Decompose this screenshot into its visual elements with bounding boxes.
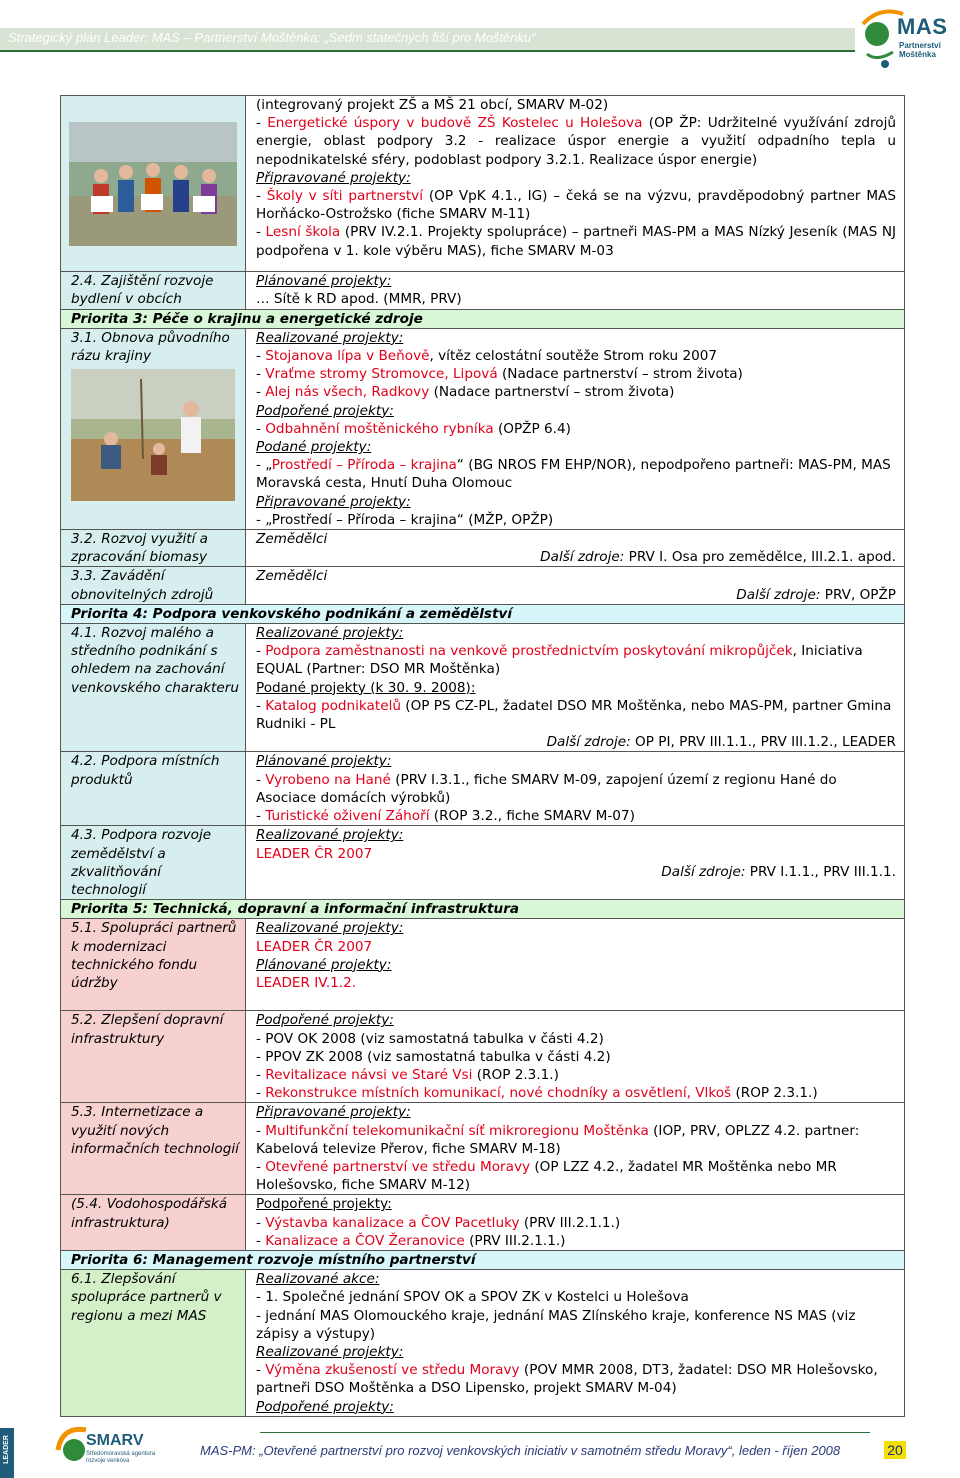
measure-label: 5.3. Internetizace a využití nových informačních technologií <box>61 1103 246 1195</box>
dash: - <box>256 420 266 437</box>
dash: - <box>256 224 266 241</box>
project-detail: (PRV IV.2.1. Projekty spolupráce) – partneři MAS-PM a MAS Nízký Jeseník (MAS NJ podpořena v 1. kole výběru MAS), fiche SMARV M-03 <box>256 224 897 259</box>
dash: - <box>256 697 266 714</box>
text-line <box>256 1066 896 1084</box>
project-link[interactable]: Prostředí – Příroda – krajina <box>271 457 457 474</box>
text-line <box>256 642 896 678</box>
text-line: Zemědělci <box>256 531 328 548</box>
project-link[interactable]: LEADER ČR 2007 <box>256 845 373 862</box>
dash: - <box>256 808 266 825</box>
text-line <box>256 1084 896 1102</box>
project-link[interactable]: Vyrobeno na Hané <box>265 771 391 788</box>
row-content <box>246 752 905 826</box>
spacer <box>256 992 896 1010</box>
project-link[interactable]: Rekonstrukce místních komunikací, nové chodníky a osvětlení, Vlkoš <box>265 1085 732 1102</box>
row-content <box>246 96 905 272</box>
project-link[interactable]: Vraťme stromy Stromovce, Lipová <box>265 366 498 383</box>
project-link[interactable]: LEADER IV.1.2. <box>256 974 357 991</box>
measure-label: 3.2. Rozvoj využití a zpracování biomasy <box>61 530 246 567</box>
section-label: Podpořené projekty: <box>256 1012 394 1029</box>
text-line <box>256 1158 896 1194</box>
footer-divider <box>260 1432 870 1433</box>
project-detail: (OP LZZ 4.2., žadatel MR Moštěnka nebo MR Holešovsko, fiche SMARV M-12) <box>256 1158 837 1194</box>
project-detail: , Iniciativa EQUAL (Partner: DSO MR Moštěnka) <box>256 643 863 678</box>
row-content <box>246 530 905 567</box>
text-line <box>256 365 896 383</box>
section-label: Podané projekty: <box>256 439 372 456</box>
dash: - „ <box>256 457 272 474</box>
project-link[interactable]: Turistické oživení Záhoří <box>265 808 430 825</box>
section-label: Realizované projekty: <box>256 827 404 844</box>
text-line: - „Prostředí – Příroda – krajina“ (MŽP, OPŽP) <box>256 511 554 528</box>
project-detail: (Nadace partnerství – strom života) <box>429 384 675 401</box>
section-label: Plánované projekty: <box>256 753 392 770</box>
measure-label: (5.4. Vodohospodářská infrastruktura) <box>61 1195 246 1251</box>
project-link[interactable]: Lesní škola <box>265 224 341 241</box>
other-sources-value: PRV I.1.1., PRV III.1.1. <box>745 863 896 880</box>
project-detail: (IOP, PRV, OPLZZ 4.2. partner: Kabelová televize Přerov, fiche SMARV M-18) <box>256 1122 860 1157</box>
dash: - <box>256 384 266 401</box>
other-sources-label: Další zdroje: <box>736 586 821 603</box>
project-link[interactable]: Školy v síti partnerství <box>266 188 424 205</box>
dash: - <box>256 1214 266 1231</box>
dash: - <box>256 643 266 660</box>
smarv-logo-sub: Středomoravská agentura rozvoje venkova <box>86 1451 156 1464</box>
project-detail: (PRV III.2.1.1.) <box>464 1232 566 1249</box>
text-line <box>256 771 896 807</box>
text-line <box>256 187 896 223</box>
measure-cell <box>61 328 246 529</box>
text-line <box>256 223 896 259</box>
project-link[interactable]: Odbahnění moštěnického rybníka <box>265 420 494 437</box>
project-link[interactable]: Výměna zkušeností ve středu Moravy <box>265 1362 520 1379</box>
section-label: Plánované projekty: <box>256 273 392 290</box>
project-link[interactable]: Výstavba kanalizace a ČOV Pacetluky <box>265 1214 520 1231</box>
row-content <box>246 567 905 604</box>
section-label: Podpořené projekty: <box>256 1398 394 1415</box>
other-sources-value: PRV I. Osa pro zemědělce, III.2.1. apod. <box>624 549 896 566</box>
photo-cell-children <box>61 96 246 272</box>
leader-logo <box>0 1428 14 1478</box>
measure-label: 6.1. Zlepšování spolupráce partnerů v regionu a mezi MAS <box>61 1270 246 1417</box>
section-label: Podpořené projekty: <box>256 1196 392 1213</box>
section-label: Plánované projekty: <box>256 956 392 973</box>
other-sources-value: PRV, OPŽP <box>820 586 896 603</box>
priority-row <box>61 1250 905 1269</box>
project-link[interactable]: Kanalizace a ČOV Žeranovice <box>265 1232 465 1249</box>
row-content <box>246 919 905 1011</box>
section-label: Realizované projekty: <box>256 920 404 937</box>
header-divider <box>0 50 855 52</box>
measure-label: 4.3. Podpora rozvoje zemědělství a zkvalitňování technologií <box>61 826 246 900</box>
project-link[interactable]: Alej nás všech, Radkovy <box>265 384 430 401</box>
text-line <box>256 114 896 169</box>
table-row <box>61 272 905 309</box>
text-line: … Sítě k RD apod. (MMR, PRV) <box>256 291 462 308</box>
priority-row <box>61 604 905 623</box>
header-bar <box>0 28 855 50</box>
table-row <box>61 567 905 604</box>
dash: - <box>256 1232 266 1249</box>
measure-label: 5.2. Zlepšení dopravní infrastruktury <box>61 1011 246 1103</box>
dash: - <box>256 1158 266 1175</box>
section-label: Realizované projekty: <box>256 1343 404 1360</box>
project-detail: (OP PS CZ-PL, žadatel DSO MR Moštěnka, nebo MAS-PM, partner Gmina Rudniki - PL <box>256 697 892 733</box>
priority-title: Priorita 3: Péče o krajinu a energetické zdroje <box>61 309 905 328</box>
project-link[interactable]: LEADER ČR 2007 <box>256 938 373 955</box>
other-sources-label: Další zdroje: <box>661 863 746 880</box>
table-row <box>61 530 905 567</box>
other-sources-label: Další zdroje: <box>546 734 631 751</box>
priority-title: Priorita 4: Podpora venkovského podnikání a zemědělství <box>61 604 905 623</box>
other-sources-label: Další zdroje: <box>540 549 625 566</box>
project-detail: (OPŽP 6.4) <box>493 420 571 437</box>
page-number: 20 <box>884 1441 906 1459</box>
section-label: Podané projekty (k 30. 9. 2008): <box>256 679 476 696</box>
dash: - <box>256 1362 266 1379</box>
measure-label: 4.2. Podpora místních produktů <box>61 752 246 826</box>
text-line <box>256 456 896 492</box>
text-line <box>256 1361 896 1397</box>
row-content <box>246 1270 905 1417</box>
text-line <box>256 347 896 365</box>
project-link[interactable]: Podpora zaměstnanosti na venkově prostřednictvím poskytování mikropůjček <box>265 643 793 660</box>
other-sources-value: OP PI, PRV III.1.1., PRV III.1.2., LEADER <box>630 734 896 751</box>
section-label: Připravované projekty: <box>256 493 411 510</box>
priority-title: Priorita 5: Technická, dopravní a informační infrastruktura <box>61 900 905 919</box>
dash: - <box>256 115 268 132</box>
project-detail: (ROP 2.3.1.) <box>472 1066 559 1083</box>
section-label: Připravované projekty: <box>256 1104 411 1121</box>
row-content <box>246 1103 905 1195</box>
other-sources <box>256 586 896 604</box>
photo-children <box>61 96 245 266</box>
text-line <box>256 1232 896 1250</box>
section-label: Připravované projekty: <box>256 169 411 186</box>
row-content <box>246 624 905 752</box>
logo-sub-2: Moštěnka <box>899 50 936 59</box>
dash: - <box>256 1085 266 1102</box>
project-link[interactable]: Revitalizace návsi ve Staré Vsi <box>265 1066 473 1083</box>
text-line: - 1. Společné jednání SPOV OK a SPOV ZK v Kostelci u Holešova <box>256 1289 689 1306</box>
table-row <box>61 919 905 1011</box>
project-detail: (ROP 2.3.1.) <box>731 1085 818 1102</box>
priority-title: Priorita 6: Management rozvoje místního partnerství <box>61 1250 905 1269</box>
mas-logo <box>855 4 959 72</box>
table-row <box>61 328 905 529</box>
smarv-logo <box>52 1420 172 1470</box>
project-detail: , vítěz celostátní soutěže Strom roku 2007 <box>429 348 718 365</box>
measure-label: 5.1. Spolupráci partnerů k modernizaci technického fondu údržby <box>61 919 246 1011</box>
row-content <box>246 1195 905 1251</box>
logo-name: MAS <box>897 14 948 39</box>
logo-sub-1: Partnerství <box>899 41 941 50</box>
project-link[interactable]: Multifunkční telekomunikační síť mikroregionu Moštěnka <box>265 1122 649 1139</box>
text-line: Zemědělci <box>256 568 328 585</box>
table-row <box>61 1195 905 1251</box>
table-row <box>61 624 905 752</box>
project-detail: (OP ŽP: Udržitelné využívání zdrojů energie, oblast podpory 3.2 - realizace úspor energie a využití odpadního tepla u nepodnikatelské sféry, podoblast podpory 3.2.1. Realizace úspor energie) <box>256 115 896 168</box>
other-sources <box>256 733 896 751</box>
project-link[interactable]: Energetické úspory v budově ZŠ Kostelec u Holešova <box>267 115 643 132</box>
text-line <box>256 383 896 401</box>
other-sources <box>256 548 896 566</box>
table-row <box>61 752 905 826</box>
table-row <box>61 1011 905 1103</box>
logo-subtitle <box>899 41 941 59</box>
table-row <box>61 96 905 272</box>
project-link[interactable]: Katalog podnikatelů <box>265 697 401 714</box>
text-line <box>256 1214 896 1232</box>
text-line: - jednání MAS Olomouckého kraje, jednání MAS Zlínského kraje, konference NS MAS (viz zápisy a výstupy) <box>256 1307 856 1342</box>
strategy-table <box>60 95 904 1417</box>
footer-text: MAS-PM: „Otevřené partnerství pro rozvoj venkovských iniciativ v samotném středu Moravy“, leden - říjen 2008 <box>200 1443 841 1458</box>
project-link[interactable]: Stojanova lípa v Beňově <box>265 348 430 365</box>
project-detail: “ (BG NROS FM EHP/NOR), nepodpořeno partneři: MAS-PM, MAS Moravská cesta, Hnutí Duha Olomouc <box>256 457 891 492</box>
text-line <box>256 1122 896 1158</box>
table-row <box>61 1103 905 1195</box>
table-row <box>61 1270 905 1417</box>
measure-label: 4.1. Rozvoj malého a středního podnikání s ohledem na zachování venkovského charakteru <box>61 624 246 752</box>
priority-row <box>61 309 905 328</box>
row-content <box>246 826 905 900</box>
section-label: Realizované projekty: <box>256 625 404 642</box>
priority-row <box>61 900 905 919</box>
section-label: Realizované projekty: <box>256 329 404 346</box>
photo-tree-planting <box>71 369 235 501</box>
section-label: Podpořené projekty: <box>256 402 394 419</box>
dash: - <box>256 348 266 365</box>
dash: - <box>256 771 266 788</box>
project-detail: (Nadace partnerství – strom života) <box>497 366 743 383</box>
text-line: - POV OK 2008 (viz samostatná tabulka v části 4.2) <box>256 1030 604 1047</box>
measure-label: 2.4. Zajištění rozvoje bydlení v obcích <box>61 272 246 309</box>
row-content <box>246 272 905 309</box>
other-sources <box>256 863 896 881</box>
text-line: - PPOV ZK 2008 (viz samostatná tabulka v části 4.2) <box>256 1048 611 1065</box>
dash: - <box>256 188 267 205</box>
project-detail: (POV MMR 2008, DT3, žadatel: DSO MR Holešovsko, partneři DSO Moštěnka a DSO Lipensko, projekt SMARV M-04) <box>256 1362 878 1397</box>
leader-logo-text: LEADER <box>2 1435 10 1464</box>
row-content <box>246 1011 905 1103</box>
text-line <box>256 807 896 825</box>
row-content <box>246 328 905 529</box>
dash: - <box>256 1066 266 1083</box>
header-title: Strategický plán Leader: MAS – Partnerství Moštěnka: „Sedm statečných fiší pro Moštěnku“ <box>8 30 536 45</box>
text-line <box>256 420 896 438</box>
text-line <box>256 697 896 733</box>
dash: - <box>256 366 266 383</box>
dash: - <box>256 1122 266 1139</box>
section-label: Realizované akce: <box>256 1271 380 1288</box>
project-detail: (OP VpK 4.1., IG) – čeká se na výzvu, pravděpodobný partner MAS Horňácko-Ostrožsko (fiche SMARV M-11) <box>256 188 896 223</box>
project-detail: (ROP 3.2., fiche SMARV M-07) <box>429 808 635 825</box>
project-detail: (PRV III.2.1.1.) <box>519 1214 621 1231</box>
project-link[interactable]: Otevřené partnerství ve středu Moravy <box>265 1158 531 1175</box>
text-line: (integrovaný projekt ZŠ a MŠ 21 obcí, SMARV M-02) <box>256 97 609 113</box>
measure-label: 3.1. Obnova původního rázu krajiny <box>71 329 230 365</box>
measure-label: 3.3. Zavádění obnovitelných zdrojů <box>61 567 246 604</box>
table-row <box>61 826 905 900</box>
project-detail: (PRV I.3.1., fiche SMARV M-09, zapojení území z regionu Hané do Asociace domácích výrobků) <box>256 771 837 806</box>
smarv-logo-name: SMARV <box>86 1432 144 1449</box>
